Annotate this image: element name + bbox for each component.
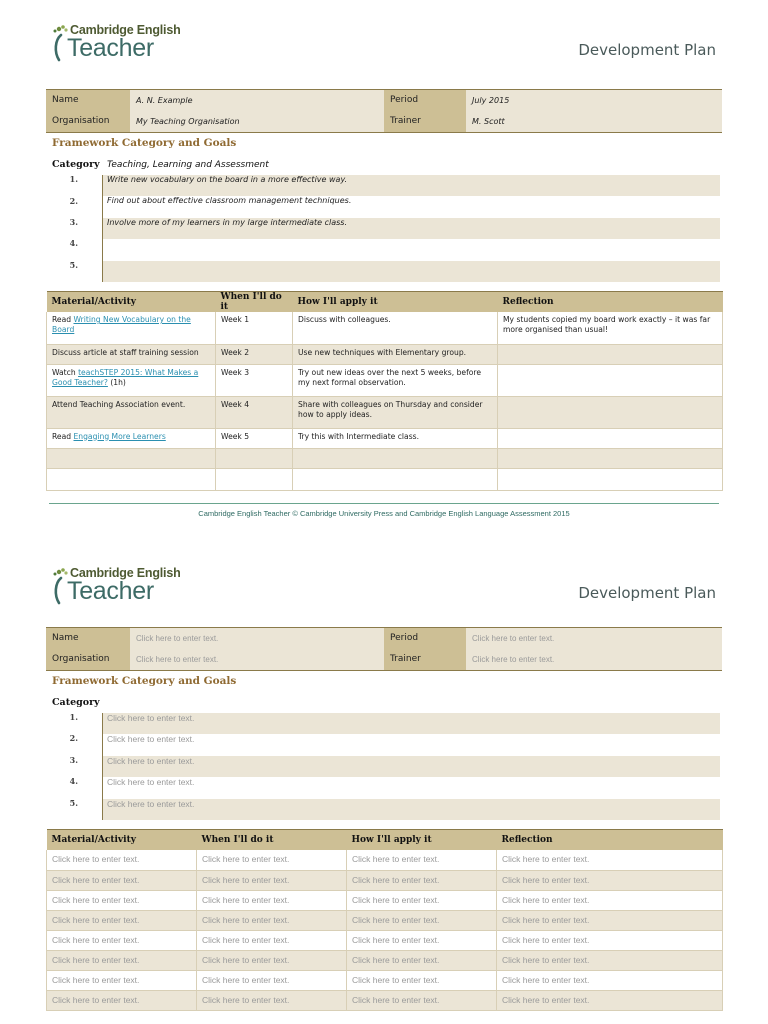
when-field[interactable]: Click here to enter text. (197, 930, 347, 950)
organisation-label: Organisation (46, 111, 130, 132)
how-field[interactable]: Click here to enter text. (347, 870, 497, 890)
organisation-field[interactable]: Click here to enter text. (130, 649, 384, 670)
goal-number: 2. (69, 196, 78, 206)
material-suffix: (1h) (107, 377, 126, 387)
goal-field[interactable]: Click here to enter text. (107, 734, 195, 744)
how-field[interactable]: Click here to enter text. (347, 990, 497, 1010)
reflection-field[interactable]: Click here to enter text. (497, 890, 723, 910)
reflection-cell[interactable] (498, 396, 723, 428)
goal-number: 1. (69, 174, 78, 184)
how-cell[interactable]: Discuss with colleagues. (293, 312, 498, 344)
goal-number: 4. (69, 238, 78, 248)
name-value[interactable]: A. N. Example (130, 90, 384, 111)
info-row (46, 628, 722, 649)
table-row (47, 910, 723, 930)
period-label: Period (384, 90, 466, 111)
goal-item[interactable] (46, 799, 722, 820)
category-row (52, 159, 269, 170)
material-field[interactable]: Click here to enter text. (47, 950, 197, 970)
goal-number: 1. (69, 712, 78, 722)
brand-small-text: Cambridge English (70, 566, 181, 580)
when-field[interactable]: Click here to enter text. (197, 990, 347, 1010)
when-cell[interactable]: Week 5 (216, 428, 293, 448)
info-table (46, 627, 722, 671)
info-row (46, 111, 722, 132)
table-row (47, 850, 723, 870)
material-link[interactable]: teachSTEP 2015: What Makes a Good Teacher? (52, 367, 199, 387)
header-how: How I'll apply it (293, 292, 498, 313)
info-row (46, 649, 722, 670)
reflection-cell[interactable] (498, 468, 723, 490)
goal-field[interactable]: Click here to enter text. (103, 713, 720, 734)
when-cell[interactable]: Week 3 (216, 364, 293, 396)
brand-teacher-text: Teacher (67, 577, 154, 605)
table-row (47, 990, 723, 1010)
reflection-field[interactable]: Click here to enter text. (497, 970, 723, 990)
how-field[interactable]: Click here to enter text. (347, 970, 497, 990)
goal-text[interactable]: Write new vocabulary on the board in a more effective way. (103, 175, 720, 196)
when-field[interactable]: Click here to enter text. (197, 870, 347, 890)
goal-item[interactable] (46, 196, 722, 217)
how-cell[interactable]: Try this with Intermediate class. (293, 428, 498, 448)
material-cell[interactable] (47, 468, 216, 490)
header-material-activity: Material/Activity (47, 830, 197, 851)
section-heading: Framework Category and Goals (52, 675, 237, 687)
goal-field[interactable]: Click here to enter text. (107, 777, 195, 787)
name-field[interactable]: Click here to enter text. (130, 628, 384, 649)
info-row (46, 90, 722, 111)
when-cell[interactable] (216, 448, 293, 468)
when-cell[interactable]: Week 4 (216, 396, 293, 428)
reflection-field[interactable]: Click here to enter text. (497, 910, 723, 930)
how-cell[interactable] (293, 448, 498, 468)
how-field[interactable]: Click here to enter text. (347, 850, 497, 870)
brand-small-text: Cambridge English (70, 23, 181, 37)
header-how: How I'll apply it (347, 830, 497, 851)
activity-table (46, 291, 723, 491)
material-text: Read (52, 431, 74, 441)
when-cell[interactable]: Week 1 (216, 312, 293, 344)
category-value[interactable]: Teaching, Learning and Assessment (107, 160, 269, 170)
table-row (47, 930, 723, 950)
material-cell[interactable] (47, 396, 216, 428)
goal-item[interactable] (46, 713, 722, 734)
table-row (47, 396, 723, 428)
material-field[interactable]: Click here to enter text. (47, 890, 197, 910)
goal-item[interactable] (46, 175, 722, 196)
category-label: Category (52, 159, 100, 170)
when-cell[interactable] (216, 468, 293, 490)
organisation-value[interactable]: My Teaching Organisation (130, 111, 384, 132)
material-cell[interactable] (47, 448, 216, 468)
trainer-label: Trainer (384, 111, 466, 132)
goal-item[interactable] (46, 218, 722, 239)
header-when: When I'll do it (216, 292, 293, 313)
period-label: Period (384, 628, 466, 649)
reflection-cell[interactable] (498, 428, 723, 448)
material-text: Discuss article at staff training session (52, 347, 199, 357)
goal-item[interactable] (46, 777, 722, 798)
trainer-value[interactable]: M. Scott (466, 111, 722, 132)
goal-text[interactable]: Find out about effective classroom management techniques. (107, 196, 352, 205)
goal-number: 2. (69, 733, 78, 743)
trainer-field[interactable]: Click here to enter text. (466, 649, 722, 670)
how-cell[interactable] (293, 468, 498, 490)
section-heading: Framework Category and Goals (52, 137, 237, 149)
goals-list (46, 713, 722, 820)
reflection-field[interactable]: Click here to enter text. (497, 950, 723, 970)
how-field[interactable]: Click here to enter text. (347, 950, 497, 970)
goal-text[interactable] (103, 239, 720, 260)
brand-teacher-text: Teacher (67, 34, 154, 62)
footer-copyright: Cambridge English Teacher © Cambridge University Press and Cambridge English Language Assessment 2015 (198, 509, 570, 518)
material-cell[interactable] (47, 364, 216, 396)
reflection-cell[interactable] (498, 364, 723, 396)
how-field[interactable]: Click here to enter text. (347, 910, 497, 930)
table-row (47, 890, 723, 910)
organisation-label: Organisation (46, 649, 130, 670)
period-field[interactable]: Click here to enter text. (466, 628, 722, 649)
table-header-row (47, 292, 723, 313)
footer-divider (49, 503, 719, 504)
reflection-cell[interactable] (498, 344, 723, 364)
table-row (47, 364, 723, 396)
material-field[interactable]: Click here to enter text. (47, 910, 197, 930)
reflection-cell[interactable] (498, 448, 723, 468)
table-row (47, 448, 723, 468)
table-row (47, 344, 723, 364)
how-cell[interactable]: Try out new ideas over the next 5 weeks, before my next formal observation. (293, 364, 498, 396)
material-field[interactable]: Click here to enter text. (47, 850, 197, 870)
header-when: When I'll do it (197, 830, 347, 851)
material-text: Watch (52, 367, 79, 377)
goal-field[interactable]: Click here to enter text. (103, 756, 720, 777)
reflection-field[interactable]: Click here to enter text. (497, 990, 723, 1010)
when-field[interactable]: Click here to enter text. (197, 970, 347, 990)
reflection-field[interactable]: Click here to enter text. (497, 870, 723, 890)
goal-number: 5. (69, 798, 78, 808)
document-title: Development Plan (578, 41, 716, 59)
header-material-activity: Material/Activity (47, 292, 216, 313)
table-header-row (47, 830, 723, 851)
activity-table (46, 829, 723, 1011)
material-field[interactable]: Click here to enter text. (47, 970, 197, 990)
when-cell[interactable]: Week 2 (216, 344, 293, 364)
material-cell[interactable] (47, 344, 216, 364)
header-reflection: Reflection (498, 292, 723, 313)
reflection-field[interactable]: Click here to enter text. (497, 930, 723, 950)
table-row (47, 468, 723, 490)
material-cell[interactable] (47, 312, 216, 344)
goal-text[interactable] (103, 261, 720, 282)
how-cell[interactable]: Use new techniques with Elementary group. (293, 344, 498, 364)
how-field[interactable]: Click here to enter text. (347, 930, 497, 950)
cambridge-english-teacher-logo (50, 567, 180, 609)
when-field[interactable]: Click here to enter text. (197, 890, 347, 910)
goal-number: 3. (69, 217, 78, 227)
goals-list (46, 175, 722, 282)
cambridge-english-teacher-logo (50, 24, 180, 66)
when-field[interactable]: Click here to enter text. (197, 950, 347, 970)
goal-number: 3. (69, 755, 78, 765)
when-field[interactable]: Click here to enter text. (197, 850, 347, 870)
name-label: Name (46, 628, 130, 649)
material-cell[interactable] (47, 428, 216, 448)
goal-item[interactable] (46, 239, 722, 260)
document-title: Development Plan (578, 584, 716, 602)
how-field[interactable]: Click here to enter text. (347, 890, 497, 910)
material-field[interactable]: Click here to enter text. (47, 870, 197, 890)
material-field[interactable]: Click here to enter text. (47, 930, 197, 950)
trainer-label: Trainer (384, 649, 466, 670)
goal-number: 5. (69, 260, 78, 270)
goal-field[interactable]: Click here to enter text. (103, 799, 720, 820)
table-row (47, 870, 723, 890)
material-text: Attend Teaching Association event. (52, 399, 186, 409)
material-link[interactable]: Writing New Vocabulary on the Board (52, 315, 191, 334)
table-row (47, 970, 723, 990)
table-row (47, 312, 723, 344)
goal-item[interactable] (46, 756, 722, 777)
reflection-field[interactable]: Click here to enter text. (497, 850, 723, 870)
table-row (47, 950, 723, 970)
reflection-cell[interactable]: My students copied my board work exactly – it was far more organised than usual! (498, 312, 723, 344)
material-field[interactable]: Click here to enter text. (47, 990, 197, 1010)
table-row (47, 428, 723, 448)
header-reflection: Reflection (497, 830, 723, 851)
name-label: Name (46, 90, 130, 111)
material-link[interactable]: Engaging More Learners (73, 431, 166, 441)
goal-item[interactable] (46, 734, 722, 755)
goal-item[interactable] (46, 261, 722, 282)
goal-text[interactable]: Involve more of my learners in my large intermediate class. (103, 218, 720, 239)
material-text: Read (52, 315, 74, 324)
category-label: Category (52, 697, 100, 708)
goal-number: 4. (69, 776, 78, 786)
period-value[interactable]: July 2015 (466, 90, 722, 111)
info-table (46, 89, 722, 133)
when-field[interactable]: Click here to enter text. (197, 910, 347, 930)
how-cell[interactable]: Share with colleagues on Thursday and consider how to apply ideas. (293, 396, 498, 428)
category-row (52, 697, 100, 708)
